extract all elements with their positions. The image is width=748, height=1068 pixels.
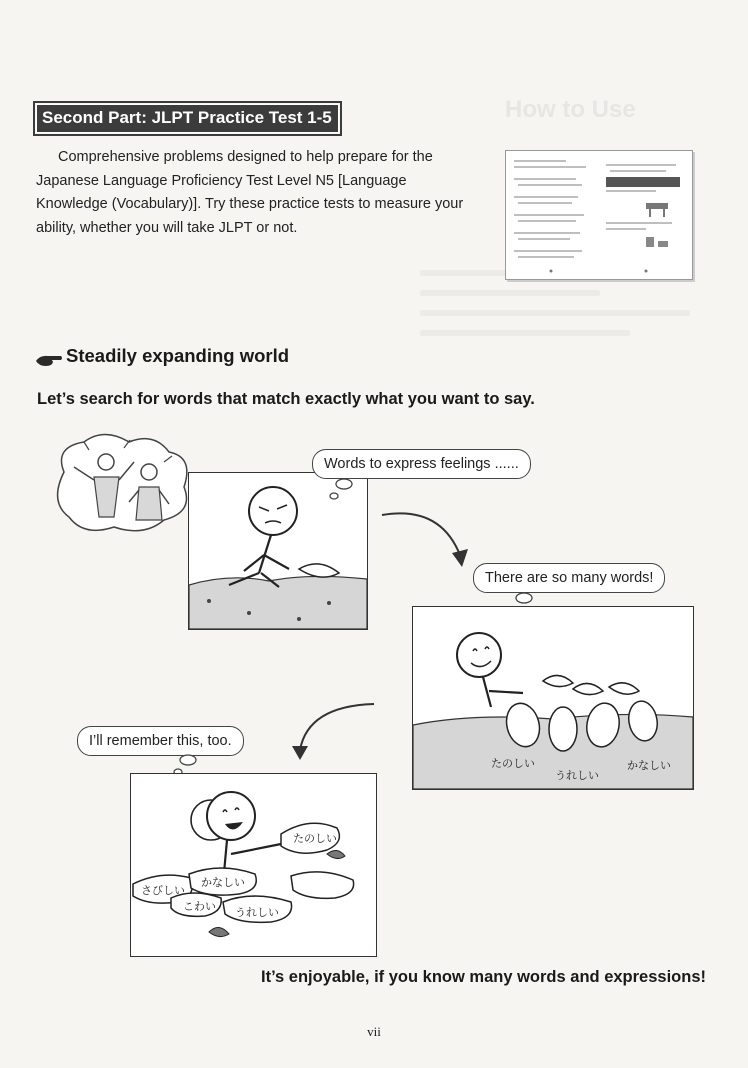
subheading: Let’s search for words that match exactly what you want to say.: [37, 390, 535, 408]
intro-text: Comprehensive problems designed to help prepare for the Japanese Language Proficiency Test Level N5 [Language Knowledge (Vocabulary)]. Try these practice tests to measure your ability, whether you will take JLPT or not.: [36, 149, 464, 236]
word-label-kanashii: かなしい: [201, 876, 245, 889]
word-label-sabishii: さびしい: [141, 884, 185, 897]
practice-test-thumbnail: [505, 150, 693, 280]
word-label-kanashii: かなしい: [627, 759, 671, 772]
speech-bubble-remember: I’ll remember this, too.: [77, 726, 244, 756]
comic-panel-3: [130, 773, 377, 957]
word-label-ureshii: うれしい: [235, 906, 279, 919]
curved-arrow-icon: [288, 700, 378, 764]
comic-panel-2: [412, 606, 694, 790]
word-label-tanoshii: たのしい: [293, 832, 337, 845]
closing-statement: It’s enjoyable, if you know many words and expressions!: [260, 968, 706, 986]
thought-dots: [326, 478, 356, 502]
word-label-kowai: こわい: [183, 900, 216, 913]
curved-arrow-icon: [380, 505, 480, 575]
word-label-ureshii: うれしい: [555, 769, 599, 782]
speech-bubble-many-words: There are so many words!: [473, 563, 665, 593]
background-faint-text: [420, 270, 720, 350]
page-number: vii: [367, 1024, 381, 1039]
word-label-tanoshii: たのしい: [491, 757, 535, 770]
section-tag: Second Part: JLPT Practice Test 1-5: [36, 104, 339, 133]
section-heading: Steadily expanding world: [66, 345, 290, 366]
speech-bubble-feelings: Words to express feelings ......: [312, 449, 531, 479]
background-heading: How to Use: [505, 96, 636, 123]
